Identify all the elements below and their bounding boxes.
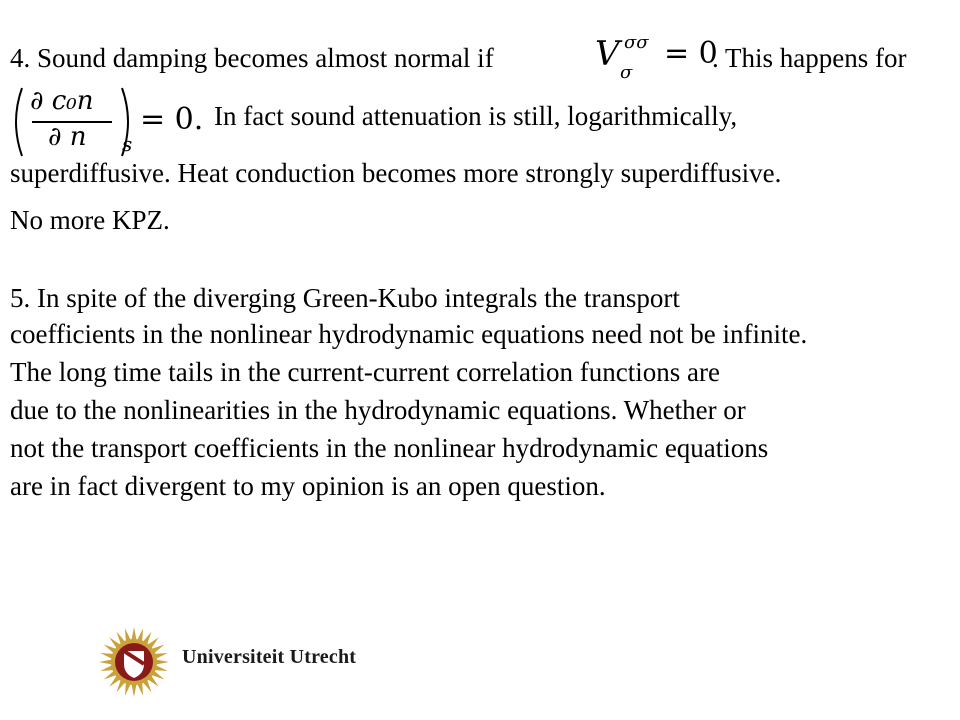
formula-denominator: ∂ n [48,122,87,152]
formula-v-equals: = 0 [664,36,718,71]
item4-line2: In fact sound attenuation is still, logarithmically, [214,101,738,131]
formula-subscript-s: s [122,132,133,156]
sol-iustitiae-seal-icon [98,626,170,698]
item5-line: due to the nonlinearities in the hydrodynamic equations. Whether or [10,395,746,425]
item4-line1-end: . This happens for [712,43,907,73]
item5-line: coefficients in the nonlinear hydrodynamic equations need not be infinite. [10,319,808,349]
item4-line1-start: 4. Sound damping becomes almost normal if [10,43,494,73]
formula-equals-zero: = 0. [140,102,204,137]
item4-line3: superdiffusive. Heat conduction becomes more strongly superdiffusive. [10,158,782,188]
item5-line: 5. In spite of the diverging Green-Kubo integrals the transport [10,283,680,313]
formula-numerator: ∂ c₀n [30,86,94,116]
item4-line4: No more KPZ. [10,205,170,235]
item5-line: not the transport coefficients in the nonlinear hydrodynamic equations [10,433,769,463]
item5-line: The long time tails in the current-current correlation functions are [10,357,720,387]
item5-line: are in fact divergent to my opinion is an open question. [10,471,606,501]
formula-v-superscript: σσ [624,32,649,53]
formula-v-sigma [595,34,620,74]
institution-name: Universiteit Utrecht [182,646,357,668]
formula-v-subscript: σ [620,62,633,83]
item4-line1 [10,42,494,74]
formula-v-symbol: V [595,34,620,74]
